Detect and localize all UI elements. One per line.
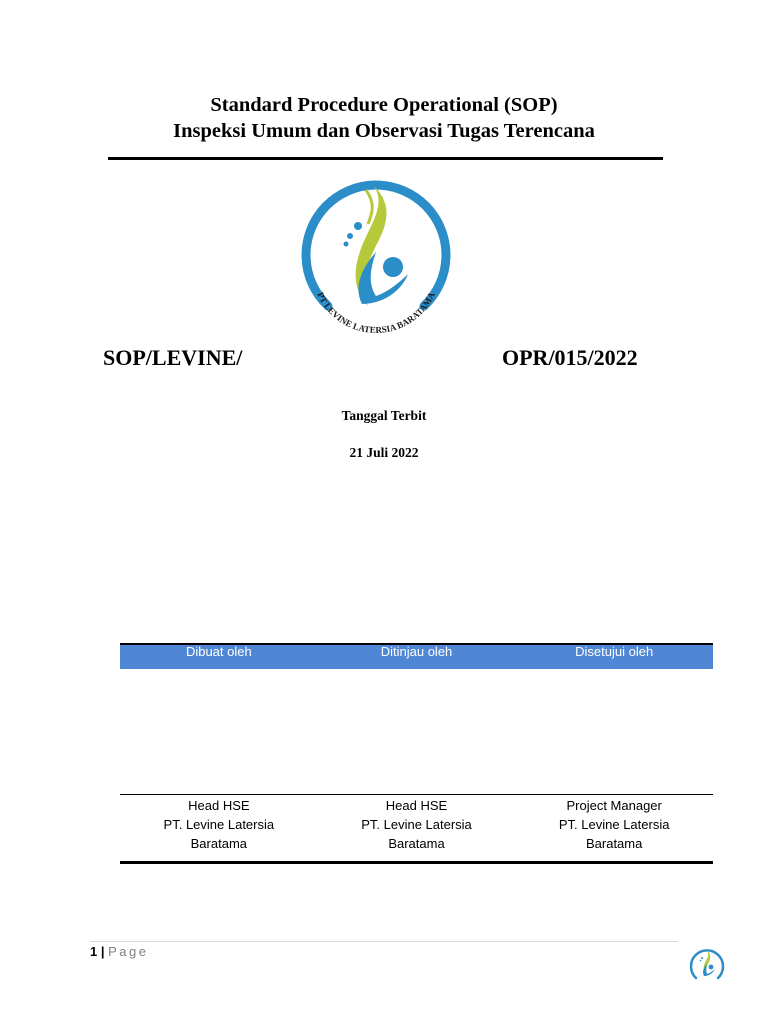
footer-divider	[90, 941, 678, 942]
header-created-by: Dibuat oleh	[185, 644, 252, 659]
approval-table-header	[120, 645, 713, 669]
header-approved-by: Disetujui oleh	[575, 644, 654, 659]
doc-number-suffix: OPR/015/2022	[502, 345, 638, 370]
signatory-creator	[120, 796, 318, 853]
signatory-reviewer	[318, 796, 516, 853]
page-footer	[90, 944, 149, 960]
signatory-approver	[515, 796, 713, 853]
footer-logo-icon	[688, 946, 726, 986]
signatory-company-line2: Baratama	[190, 836, 248, 851]
footer-separator: |	[100, 944, 105, 959]
page-number: 1	[90, 944, 98, 959]
title-divider	[108, 157, 663, 160]
signatory-role: Project Manager	[566, 798, 662, 813]
signatory-company: PT. Levine Latersia	[558, 817, 670, 832]
signatory-role: Head HSE	[188, 798, 250, 813]
table-bottom-border	[120, 861, 713, 864]
signatory-role: Head HSE	[385, 798, 448, 813]
company-logo	[296, 178, 454, 350]
signatory-company: PT. Levine Latersia	[163, 817, 275, 832]
signatory-company: PT. Levine Latersia	[361, 817, 472, 832]
approval-table-signatories	[120, 796, 713, 853]
logo-text: PT LEVINE LATERSIA BARATAMA	[315, 290, 437, 336]
signature-line	[120, 794, 713, 795]
signatory-company-line2: Baratama	[388, 836, 445, 851]
document-subtitle: Inspeksi Umum dan Observasi Tugas Terencana	[173, 120, 595, 142]
issue-date-value: 21 Juli 2022	[349, 445, 419, 460]
page-label: Page	[108, 944, 149, 959]
document-title: Standard Procedure Operational (SOP)	[210, 94, 558, 116]
issue-date-label: Tanggal Terbit	[341, 408, 427, 423]
signatory-company-line2: Baratama	[585, 836, 643, 851]
header-reviewed-by: Ditinjau oleh	[380, 644, 453, 659]
doc-number-prefix: SOP/LEVINE/	[103, 345, 243, 370]
